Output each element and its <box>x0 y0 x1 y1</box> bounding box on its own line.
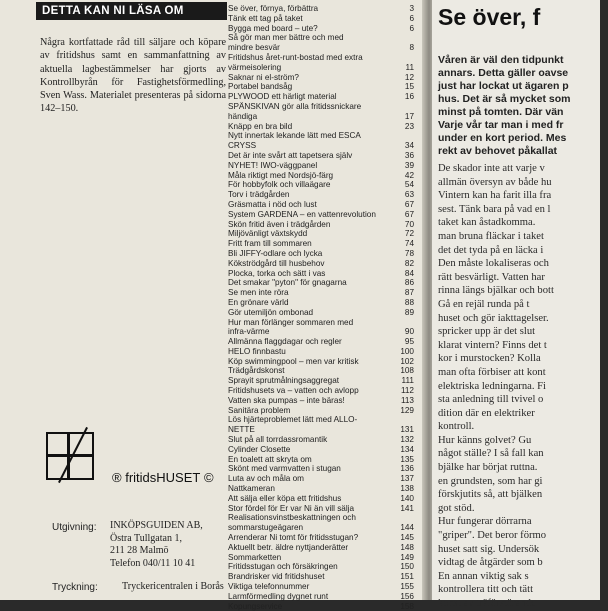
toc-item-title: Torv i trädgården <box>228 190 290 200</box>
toc-item-title: Lös hjärteproblemet lätt med ALLO- NETTE <box>228 415 358 435</box>
toc-item <box>228 484 414 494</box>
toc-item-page: 151 <box>400 572 414 582</box>
brand-name: ® fritidsHUSET © <box>112 470 214 485</box>
toc-item-page: 90 <box>404 327 414 337</box>
toc-item-page: 67 <box>404 199 414 209</box>
toc-item-page: 36 <box>404 150 414 160</box>
toc-item-page: 135 <box>400 454 414 464</box>
toc-item-page: 8 <box>409 43 414 53</box>
toc-item-page: 132 <box>400 435 414 445</box>
toc-item-title: Måla riktigt med Nordsjö-färg <box>228 170 334 180</box>
house-logo-icon <box>46 432 94 480</box>
toc-item <box>228 269 414 279</box>
toc-item-title: Skön fritid även i trädgården <box>228 219 331 229</box>
intro-heading: DETTA KAN NI LÄSA OM <box>36 2 227 20</box>
toc-item-page: 78 <box>404 248 414 258</box>
toc-item-page: 113 <box>400 395 414 405</box>
toc-item <box>228 122 414 132</box>
toc-item <box>228 455 414 465</box>
toc-item-page: 150 <box>400 562 414 572</box>
toc-item-page: 148 <box>400 542 414 552</box>
toc-item-page: 17 <box>404 111 414 121</box>
toc-item-title: Brandrisker vid fritidshuset <box>228 572 325 582</box>
toc-item-page: 63 <box>404 190 414 200</box>
toc-item <box>228 543 414 553</box>
toc-item-title: Fritidshusets va – vatten och avlopp <box>228 386 359 396</box>
toc-item <box>228 33 414 53</box>
toc-item <box>228 4 414 14</box>
toc-item-title: Luta av och måla om <box>228 474 305 484</box>
toc-item <box>228 259 414 269</box>
toc-item-title: Skönt med varmvatten i stugan <box>228 464 341 474</box>
toc-item-title: Allmänna flaggdagar och regler <box>228 337 342 347</box>
toc-item-page: 141 <box>400 503 414 513</box>
right-page <box>432 0 600 609</box>
toc-item <box>228 102 414 122</box>
toc-item-title: Gräsmatta i nöd och lust <box>228 199 317 209</box>
toc-item-title: Fritidshus året-runt-bostad med extra värmeisolering <box>228 52 363 72</box>
toc-item-page: 145 <box>400 533 414 543</box>
toc-item-page: 112 <box>400 386 414 396</box>
toc-item-title: En toalett att skryta om <box>228 454 312 464</box>
toc-item <box>228 318 414 338</box>
toc-item-page: 136 <box>400 464 414 474</box>
toc-item-page: 42 <box>404 170 414 180</box>
toc-item <box>228 553 414 563</box>
toc-item-page: 111 <box>401 376 414 386</box>
toc-item-page: 84 <box>404 268 414 278</box>
toc-item-title: PLYWOOD ett härligt material <box>228 92 337 102</box>
toc-item-title: Trädgårdskonst <box>228 366 285 376</box>
toc-item <box>228 494 414 504</box>
toc-item-page: 102 <box>400 356 414 366</box>
toc-item-title: Nattkameran <box>228 484 275 494</box>
toc-item-title: Bygga med board – ute? <box>228 23 318 33</box>
toc-item-page: 12 <box>404 72 414 82</box>
toc-item-title: Det smakar "pyton" för gnagarna <box>228 278 347 288</box>
toc-item <box>228 249 414 259</box>
toc-item-page: 100 <box>400 346 414 356</box>
toc-item <box>228 602 414 611</box>
toc-item-page: 158 <box>400 601 414 611</box>
toc-item-page: 140 <box>400 493 414 503</box>
toc-item <box>228 131 414 151</box>
toc-item <box>228 73 414 83</box>
toc-item <box>228 200 414 210</box>
toc-item-title: Portabel bandsåg <box>228 82 293 92</box>
toc-item <box>228 337 414 347</box>
toc-item-title: Se över, förnya, förbättra <box>228 4 319 13</box>
toc-item <box>228 53 414 73</box>
toc-item-page: 74 <box>404 239 414 249</box>
toc-item-title: För hobbyfolk och villaägare <box>228 180 331 190</box>
toc-item-page: 34 <box>404 141 414 151</box>
toc-item-title: Hur man förlänger sommaren med infra-värme <box>228 317 354 337</box>
toc-item <box>228 406 414 416</box>
toc-item-page: 72 <box>404 229 414 239</box>
toc-item-page: 144 <box>400 523 414 533</box>
publisher-label: Utgivning: <box>52 522 97 533</box>
toc-item-title: Gör utemiljön ombonad <box>228 307 314 317</box>
toc-item-page: 134 <box>400 444 414 454</box>
toc-item <box>228 298 414 308</box>
toc-item <box>228 366 414 376</box>
toc-item-title: Miljövänligt växtskydd <box>228 229 308 239</box>
toc-item-title: Vatten ska pumpas – inte bäras! <box>228 395 345 405</box>
toc-item-title: Att sälja eller köpa ett fritidshus <box>228 493 342 503</box>
toc-item <box>228 562 414 572</box>
toc-item-title: Knäpp en bra bild <box>228 121 293 131</box>
toc-item <box>228 582 414 592</box>
toc-item-title: Bli JIFFY-odlare och lycka <box>228 248 323 258</box>
toc-item-page: 138 <box>400 484 414 494</box>
toc-item-page: 6 <box>409 13 414 23</box>
toc-item-page: 131 <box>400 425 414 435</box>
article-lead: Våren är väl den tidpunkt annars. Detta gäller oavse just har lockat ut ägaren p hus. Det är så mycket som minst på tomten. Där vän Varje vår tar man i med fr under en kort period. Mes rekt av behovet påkallat <box>438 54 571 157</box>
publisher-address: INKÖPSGUIDEN AB, Östra Tullgatan 1, 211 28 Malmö Telefon 040/11 10 41 <box>110 520 203 569</box>
toc-item <box>228 376 414 386</box>
toc-item <box>228 592 414 602</box>
toc-item-title: Nytt innertak lekande lätt med ESCA CRYSS <box>228 131 361 151</box>
toc-item <box>228 190 414 200</box>
toc-item-title: Slut på all torrdassromantik <box>228 435 328 445</box>
toc-item-title: SPÄNSKIVAN gör alla fritidssnickare händiga <box>228 101 362 121</box>
toc-item <box>228 572 414 582</box>
toc-item <box>228 239 414 249</box>
toc-item-page: 15 <box>404 82 414 92</box>
intro-section <box>26 0 226 593</box>
toc-item <box>228 445 414 455</box>
toc-item <box>228 474 414 484</box>
toc-item <box>228 415 414 435</box>
toc-item-page: 137 <box>400 474 414 484</box>
toc-item <box>228 396 414 406</box>
article-title: Se över, f <box>438 4 541 30</box>
toc-item-title: Kökströdgård till husbehov <box>228 258 325 268</box>
toc-item-page: 108 <box>400 366 414 376</box>
toc-item-title: Cylinder Closette <box>228 444 291 454</box>
intro-paragraph: Några kortfattade råd till säljare och köpare av fritidshus samt en sammanfattning av aktuella lagbestämmelser har gjorts av Kontrollbyrån för Fastighetsförmedling, Sven Wass. Materialet presenteras på sidorna 142–150. <box>40 37 226 115</box>
toc-item <box>228 229 414 239</box>
toc-item <box>228 278 414 288</box>
toc-item-title: Realisationsvinstbeskattningen och sommarstugeägaren <box>228 513 356 533</box>
toc-item <box>228 171 414 181</box>
toc-item-page: 129 <box>400 405 414 415</box>
toc-item-page: 156 <box>400 591 414 601</box>
toc-item-page: 82 <box>404 258 414 268</box>
toc-item-title: Tänk ett tag på taket <box>228 13 303 23</box>
toc-item-title: NYHET! IWO-väggpanel <box>228 160 318 170</box>
toc-item-page: 6 <box>409 23 414 33</box>
toc-item-title: En grönare värld <box>228 297 289 307</box>
toc-item-page: 16 <box>404 92 414 102</box>
toc-item-title: Viktiga telefonnummer <box>228 582 310 592</box>
toc-item <box>228 386 414 396</box>
toc-item-page: 70 <box>404 219 414 229</box>
toc-item-title: Aktuellt betr. äldre nyttjanderätter <box>228 542 349 552</box>
toc-item-title: Se men inte röra <box>228 288 289 298</box>
toc-item-page: 88 <box>404 297 414 307</box>
toc-item-title: Plocka, torka och sätt i vas <box>228 268 326 278</box>
toc-item-page: 95 <box>404 337 414 347</box>
toc-item <box>228 92 414 102</box>
toc-item-page: 54 <box>404 180 414 190</box>
toc-item-title: Larmförmedling dygnet runt <box>228 591 329 601</box>
toc-item-page: 89 <box>404 307 414 317</box>
toc-item <box>228 435 414 445</box>
toc-item-title: HELO finnbastu <box>228 346 286 356</box>
toc-item <box>228 210 414 220</box>
toc-item-page: 11 <box>405 62 414 72</box>
toc-item-title: Saknar ni el-ström? <box>228 72 299 82</box>
toc-item-page: 3 <box>409 4 414 13</box>
toc-item <box>228 357 414 367</box>
toc-item <box>228 151 414 161</box>
article-body: De skador inte att varje v allmän översyn av både hu Vintern kan ha farit illa fra sest. Tänk bara på vad en l taket kan åstadkomma. man bruna fläckar i taket det det tyda på en läcka i Den måste lokaliseras och rätt besvärligt. Vatten har rinna längs bjälkar och bott Gå en rejäl runda på t huset och gör iakttagelser. spricker upp är det slut klarat vintern? Finns det t kor i murstocken? Kolla man ofta förbiser att kont elektriska ledningarna. Fi sta anledning till tvivel o dition där en elektriker kontroll. Hur känns golvet? Gu något ställe? I så fall kan bjälke har börjat ruttna. en grundsten, som har gi förskjutits så, att bjälken got stöd. Hur fungerar dörrarna "griper". Det beror förmo huset satt sig. Undersök vidtag de åtgärder som b En annan viktig sak s kontrollera titt och tätt konst av träförstörande <box>438 163 554 609</box>
toc-item <box>228 180 414 190</box>
toc-item <box>228 24 414 34</box>
toc-item-page: 155 <box>400 582 414 592</box>
toc-item-title: Stor fördel för Er var Ni än vill sälja <box>228 503 355 513</box>
toc-item <box>228 533 414 543</box>
toc-item <box>228 308 414 318</box>
toc-item-title: Sprayit sprutmålningsaggregat <box>228 376 340 386</box>
toc-item-page: 87 <box>404 288 414 298</box>
printer-name: Tryckericentralen i Borås <box>122 581 224 592</box>
toc-item <box>228 82 414 92</box>
toc-item-page: 39 <box>404 160 414 170</box>
toc-item-title: Sanitära problem <box>228 405 291 415</box>
toc-item-title: Arrenderar Ni tomt för fritidsstugan? <box>228 533 359 543</box>
toc-item-page: 67 <box>404 209 414 219</box>
toc-item <box>228 14 414 24</box>
toc-item <box>228 513 414 533</box>
toc-item <box>228 220 414 230</box>
toc-item-title: Det är inte svårt att tapetsera själv <box>228 150 353 160</box>
toc-item <box>228 504 414 514</box>
toc-item-title: Fritidsstugan och försäkringen <box>228 562 338 572</box>
table-of-contents <box>228 4 414 611</box>
printer-label: Tryckning: <box>52 582 98 593</box>
toc-item-page: 149 <box>400 552 414 562</box>
toc-item <box>228 161 414 171</box>
toc-item <box>228 288 414 298</box>
toc-item <box>228 347 414 357</box>
toc-item-title: Sommarketten <box>228 552 282 562</box>
toc-item-title: Fritt fram till sommaren <box>228 239 312 249</box>
toc-item-page: 86 <box>404 278 414 288</box>
toc-item-page: 23 <box>404 121 414 131</box>
toc-item-title: Köp swimmingpool – men var kritisk <box>228 356 359 366</box>
toc-item <box>228 464 414 474</box>
toc-item-title: Kopungservice <box>228 601 283 611</box>
toc-item-title: Så gör man mer bättre och med mindre besvär <box>228 33 344 53</box>
toc-item-title: System GARDENA – en vattenrevolution <box>228 209 376 219</box>
